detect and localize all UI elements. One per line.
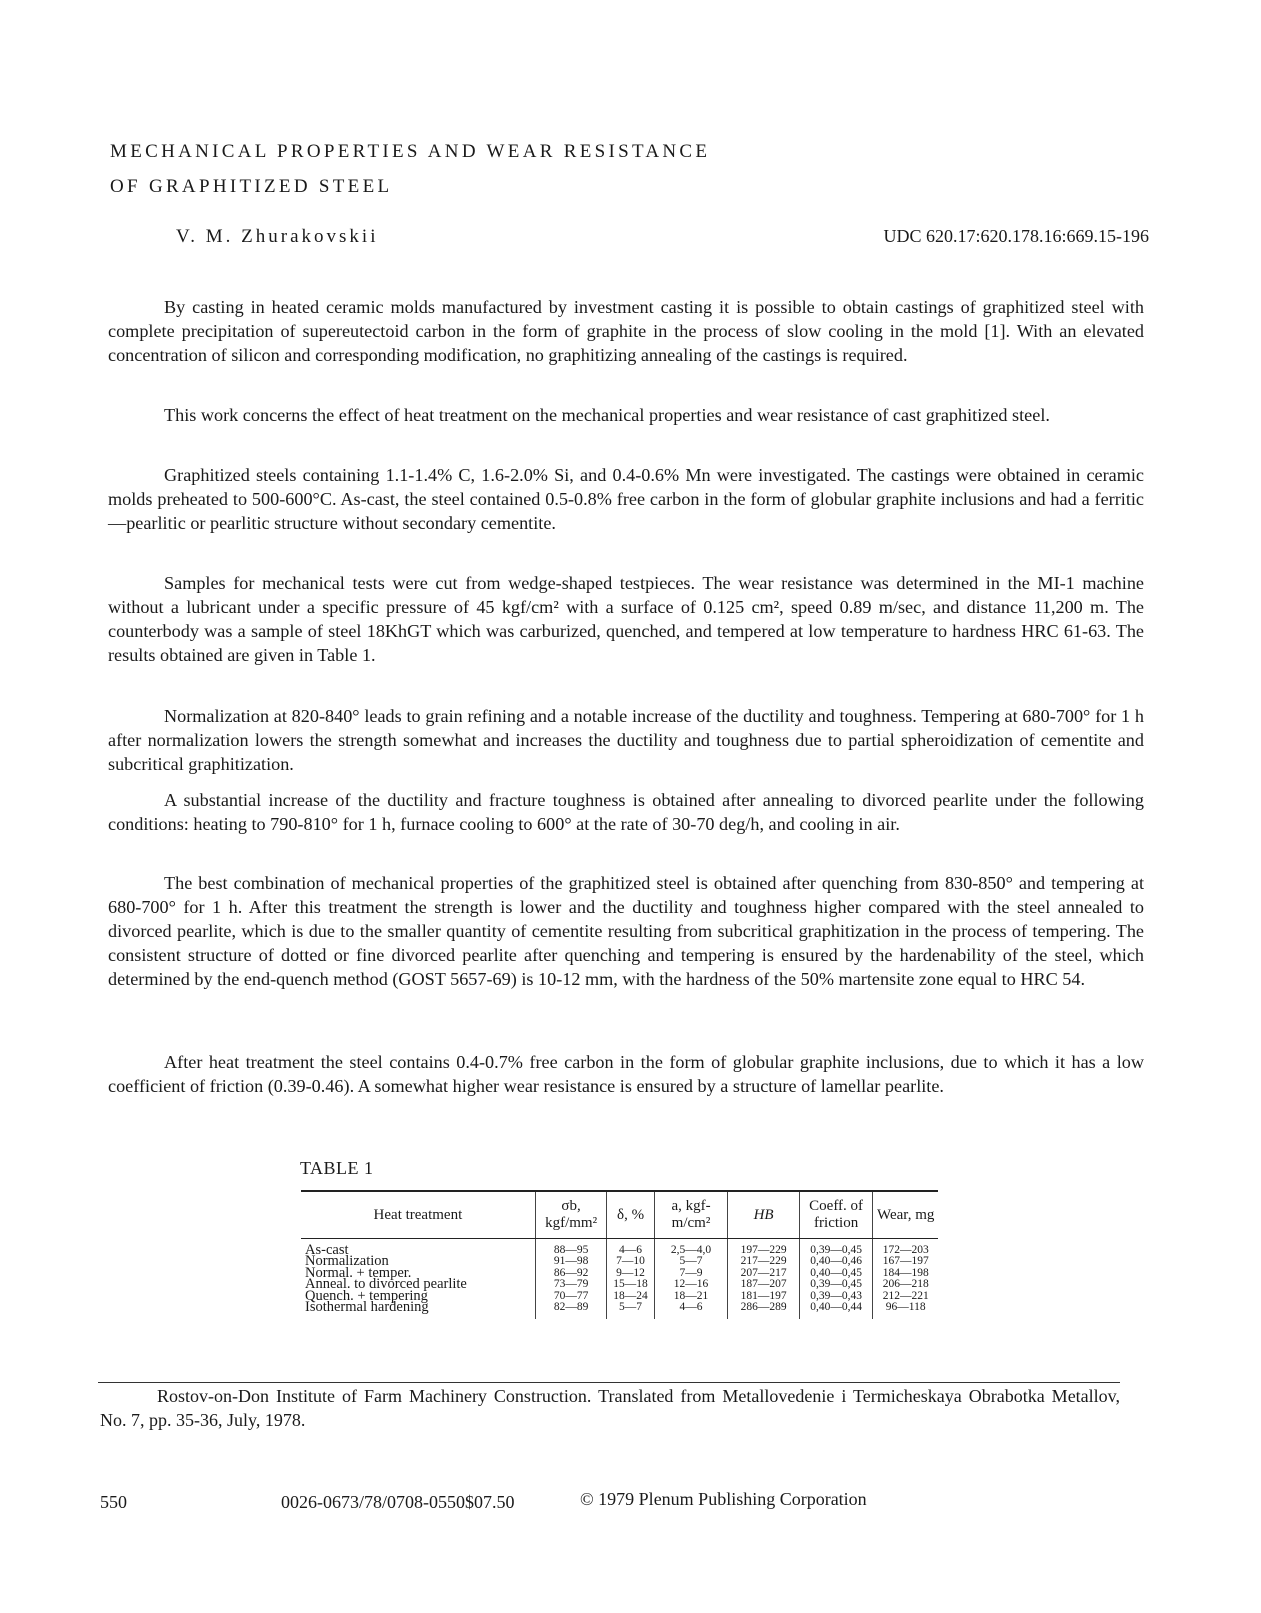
column-heat-treatment: As-cast Normalization Normal. + temper. Anneal. to divorced pearlite Quench. + tempering Isothermal hardening (301, 1239, 535, 1320)
footnote-divider (98, 1382, 1120, 1383)
header-wear: Wear, mg (873, 1191, 938, 1239)
column-delta: 4—6 7—10 9—12 15—18 18—24 5—7 (607, 1239, 654, 1320)
header-heat-treatment: Heat treatment (301, 1191, 535, 1239)
header-sigma-b: σb, kgf/mm² (535, 1191, 607, 1239)
table-body-row (301, 1239, 938, 1320)
header-impact: a, kgf-m/cm² (654, 1191, 728, 1239)
table-header-row (301, 1191, 938, 1239)
paragraph-7: The best combination of mechanical properties of the graphitized steel is obtained after quenching from 830-850° and tempering at 680-700° for 1 h. After this treatment the strength is lower and the ductility and toughness higher compared with the steel annealed to divorced pearlite, which is due to the smaller quantity of cementite resulting from subcritical graphitization in the process of tempering. The consistent structure of dotted or fine divorced pearlite after quenching and tempering is ensured by the hardenability of the steel, which determined by the end-quench method (GOST 5657-69) is 10-12 mm, with the hardness of the 50% martensite zone equal to HRC 54. (108, 873, 1144, 989)
header-delta: δ, % (607, 1191, 654, 1239)
udc-code: UDC 620.17:620.178.16:669.15-196 (883, 226, 1149, 246)
page-number: 550 (100, 1492, 127, 1512)
data-table (301, 1190, 938, 1320)
column-wear: 172—203 167—197 184—198 206—218 212—221 96—118 (873, 1239, 938, 1320)
column-impact: 2,5—4,0 5—7 7—9 12—16 18—21 4—6 (654, 1239, 728, 1320)
footnote: Rostov-on-Don Institute of Farm Machinery Construction. Translated from Metallovedenie i Termicheskaya Obrabotka Metallov, No. 7, pp. 35-36, July, 1978. (100, 1386, 1120, 1430)
header-friction: Coeff. of friction (799, 1191, 873, 1239)
paragraph-1: By casting in heated ceramic molds manufactured by investment casting it is possible to obtain castings of graphitized steel with complete precipitation of supereutectoid carbon in the form of graphite in the process of slow cooling in the mold [1]. With an elevated concentration of silicon and corresponding modification, no graphitizing annealing of the castings is required. (108, 297, 1144, 365)
paragraph-3: Graphitized steels containing 1.1-1.4% C, 1.6-2.0% Si, and 0.4-0.6% Mn were investigated. The castings were obtained in ceramic molds preheated to 500-600°C. As-cast, the steel contained 0.5-0.8% free carbon in the form of globular graphite inclusions and had a ferritic—pearlitic or pearlitic structure without secondary cementite. (108, 465, 1144, 533)
paragraph-8: After heat treatment the steel contains 0.4-0.7% free carbon in the form of globular graphite inclusions, due to which it has a low coefficient of friction (0.39-0.46). A somewhat higher wear resistance is ensured by a structure of lamellar pearlite. (108, 1052, 1144, 1096)
article-title-line-1: MECHANICAL PROPERTIES AND WEAR RESISTANCE (110, 141, 711, 162)
column-friction: 0,39—0,45 0,40—0,46 0,40—0,45 0,39—0,45 0,39—0,43 0,40—0,44 (799, 1239, 873, 1320)
paragraph-5: Normalization at 820-840° leads to grain refining and a notable increase of the ductility and toughness. Tempering at 680-700° for 1 h after normalization lowers the strength somewhat and increases the ductility and toughness due to partial spheroidization of cementite and subcritical graphitization. (108, 706, 1144, 774)
paragraph-4: Samples for mechanical tests were cut from wedge-shaped testpieces. The wear resistance was determined in the MI-1 machine without a lubricant under a specific pressure of 45 kgf/cm² with a surface of 0.125 cm², speed 0.89 m/sec, and distance 11,200 m. The counterbody was a sample of steel 18KhGT which was carburized, quenched, and tempered at low temperature to hardness HRC 61-63. The results obtained are given in Table 1. (108, 573, 1144, 665)
copyright-notice: © 1979 Plenum Publishing Corporation (580, 1489, 867, 1509)
author-name: V. M. Zhurakovskii (176, 226, 379, 247)
paragraph-6: A substantial increase of the ductility and fracture toughness is obtained after annealing to divorced pearlite under the following conditions: heating to 790-810° for 1 h, furnace cooling to 600° at the rate of 30-70 deg/h, and cooling in air. (108, 790, 1144, 834)
column-hb: 197—229 217—229 207—217 187—207 181—197 286—289 (728, 1239, 800, 1320)
table-caption: TABLE 1 (300, 1158, 374, 1178)
issn-code: 0026-0673/78/0708-0550$07.50 (281, 1492, 515, 1512)
paragraph-2: This work concerns the effect of heat treatment on the mechanical properties and wear resistance of cast graphitized steel. (164, 405, 1050, 425)
article-title-line-2: OF GRAPHITIZED STEEL (110, 176, 393, 197)
header-hb: HB (728, 1191, 800, 1239)
column-sigma-b: 88—95 91—98 86—92 73—79 70—77 82—89 (535, 1239, 607, 1320)
